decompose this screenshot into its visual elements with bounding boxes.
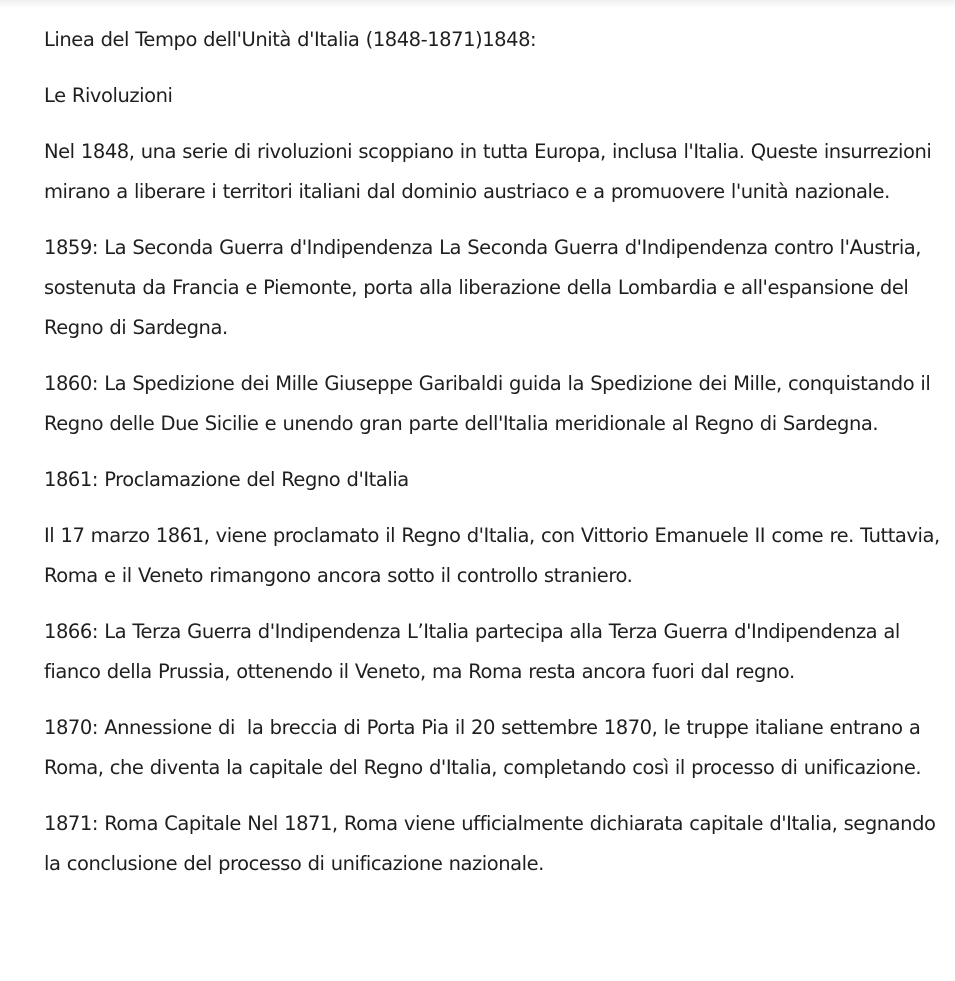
paragraph-1871: 1871: Roma Capitale Nel 1871, Roma viene ufficialmente dichiarata capitale d'Italia, segnando la conclusione del processo di unificazione nazionale. [44,812,936,875]
paragraph-1860: 1860: La Spedizione dei Mille Giuseppe Garibaldi guida la Spedizione dei Mille, conquistando il Regno delle Due Sicilie e unendo gran parte dell'Italia meridionale al Regno di Sardegna. [44,372,931,435]
paragraph-1848: Nel 1848, una serie di rivoluzioni scoppiano in tutta Europa, inclusa l'Italia. Queste insurrezioni mirano a liberare i territori italiani dal dominio austriaco e a promuovere l'unità nazionale. [44,140,932,203]
paragraph-1870-lead: 1870: Annessione di [44,716,235,739]
paragraph-1859: 1859: La Seconda Guerra d'Indipendenza La Seconda Guerra d'Indipendenza contro l'Austria, sostenuta da Francia e Piemonte, porta alla liberazione della Lombardia e all'espansione del Regno di Sardegna. [44,236,922,339]
document-title-line: Linea del Tempo dell'Unità d'Italia (1848-1871)1848: [44,28,537,51]
top-edge-shadow [0,0,955,8]
paragraph-1870 [44,708,955,788]
paragraph-1866: 1866: La Terza Guerra d'Indipendenza L’Italia partecipa alla Terza Guerra d'Indipendenza al fianco della Prussia, ottenendo il Veneto, ma Roma resta ancora fuori dal regno. [44,620,900,683]
section-heading: Le Rivoluzioni [44,84,173,107]
heading-1861: 1861: Proclamazione del Regno d'Italia [44,468,409,491]
paragraph-1870-rest: la breccia di Porta Pia il 20 settembre 1870, le truppe italiane entrano a Roma, che diventa la capitale del Regno d'Italia, completando così il processo di unificazione. [44,716,922,779]
paragraph-1861: Il 17 marzo 1861, viene proclamato il Regno d'Italia, con Vittorio Emanuele II come re. Tuttavia, Roma e il Veneto rimangono ancora sotto il controllo straniero. [44,524,940,587]
document-body [44,20,955,900]
